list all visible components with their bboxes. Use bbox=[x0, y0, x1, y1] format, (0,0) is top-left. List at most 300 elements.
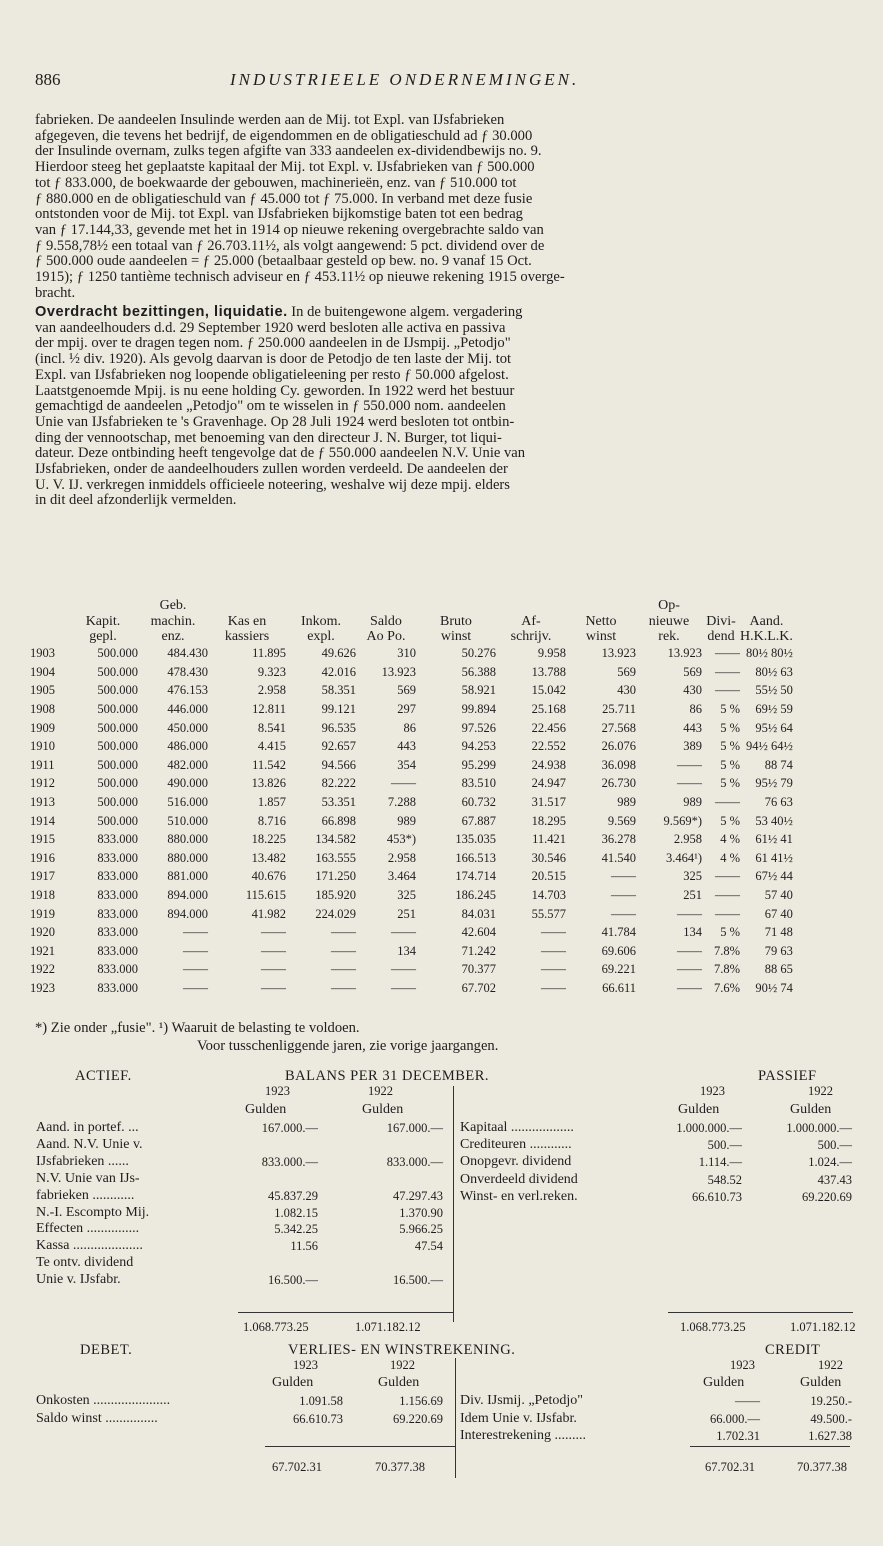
table-cell: 13.923 bbox=[601, 646, 636, 661]
table-cell: 8.541 bbox=[257, 720, 286, 735]
table-cell: 476.153 bbox=[167, 683, 208, 698]
table-row bbox=[30, 700, 793, 719]
table-row bbox=[30, 719, 793, 738]
column-header: gepl. bbox=[89, 629, 117, 644]
unit-header: Gulden bbox=[245, 1102, 287, 1117]
table-cell: 69.221 bbox=[601, 962, 636, 977]
table-cell: 833.000 bbox=[97, 980, 138, 995]
ledger-amount: 1.114.— bbox=[698, 1155, 742, 1170]
table-cell: 510.000 bbox=[167, 813, 208, 828]
ledger-label: Div. IJsmij. „Petodjo" bbox=[460, 1393, 584, 1408]
table-cell: 88 65 bbox=[764, 962, 793, 977]
year-header: 1923 bbox=[730, 1358, 755, 1372]
table-cell: 5 % bbox=[720, 925, 740, 940]
table-cell: 58.921 bbox=[461, 683, 496, 698]
column-header: Netto bbox=[585, 613, 617, 629]
text-line: 1915); ƒ 1250 tantième technisch adviseur en ƒ 453.11½ op nieuwe rekening 1915 overge- bbox=[35, 270, 565, 286]
table-cell: —— bbox=[715, 646, 740, 661]
year-cell: 1911 bbox=[30, 757, 55, 772]
table-cell: —— bbox=[391, 980, 416, 995]
ledger-label: Kapitaal .................. bbox=[460, 1120, 574, 1135]
table-cell: 2.958 bbox=[257, 683, 286, 698]
column-header bbox=[30, 629, 68, 645]
table-cell: —— bbox=[541, 925, 566, 940]
text-line: ontstonden voor de Mij. tot Expl. van IJsfabrieken bijkomstige baten tot een bedrag bbox=[35, 207, 523, 223]
table-cell: 500.000 bbox=[97, 720, 138, 735]
ledger-amount: 500.— bbox=[817, 1138, 852, 1153]
table-cell: 443 bbox=[683, 720, 702, 735]
year-header: 1923 bbox=[293, 1358, 318, 1372]
table-cell: 171.250 bbox=[315, 869, 356, 884]
table-cell: 185.920 bbox=[315, 888, 356, 903]
year-cell: 1923 bbox=[30, 980, 55, 995]
table-cell: —— bbox=[391, 925, 416, 940]
table-cell: 56.388 bbox=[461, 664, 496, 679]
table-row bbox=[30, 886, 793, 905]
table-cell: 174.714 bbox=[455, 869, 496, 884]
table-cell: 66.898 bbox=[321, 813, 356, 828]
column-header: winst bbox=[440, 629, 472, 644]
table-cell: 24.947 bbox=[531, 776, 566, 791]
table-cell: —— bbox=[611, 888, 636, 903]
table-cell: 3.464¹) bbox=[665, 850, 702, 865]
table-row bbox=[30, 737, 793, 756]
ledger-amount: 69.220.69 bbox=[393, 1411, 443, 1426]
text-line: der Insulinde overnam, zulks tegen afgifte van 333 aandeelen ex-dividendbewijs no. 9. bbox=[35, 144, 542, 160]
text-line: tot ƒ 833.000, de boekwaarde der gebouwen, machinerieën, enz. van ƒ 510.000 tot bbox=[35, 175, 517, 191]
table-cell: 4 % bbox=[720, 832, 740, 847]
table-cell: 5 % bbox=[720, 739, 740, 754]
column-header: Divi- bbox=[706, 613, 736, 629]
ledger-amount: 45.837.29 bbox=[268, 1188, 318, 1203]
paragraph-fusie bbox=[35, 113, 875, 301]
balance-total: 1.071.182.12 bbox=[355, 1320, 421, 1334]
table-cell: 881.000 bbox=[167, 869, 208, 884]
ledger-label: Te ontv. dividend bbox=[36, 1255, 134, 1271]
table-cell: —— bbox=[715, 888, 740, 903]
year-cell: 1918 bbox=[30, 888, 55, 903]
table-cell: 67.702 bbox=[461, 980, 496, 995]
table-cell: 989 bbox=[617, 795, 636, 810]
table-cell: 69½ 59 bbox=[755, 702, 793, 717]
table-cell: 325 bbox=[683, 869, 702, 884]
table-cell: 18.295 bbox=[531, 813, 566, 828]
year-cell: 1919 bbox=[30, 906, 55, 921]
table-cell: 989 bbox=[397, 813, 416, 828]
ledger-amount: 548.52 bbox=[707, 1172, 742, 1187]
page-number: 886 bbox=[35, 70, 61, 89]
pl-total-rule bbox=[690, 1446, 850, 1447]
ledger-label: Aand. N.V. Unie v. bbox=[36, 1136, 143, 1152]
ledger-label: fabrieken ............ bbox=[36, 1187, 135, 1203]
table-cell: 569 bbox=[617, 664, 636, 679]
unit-header: Gulden bbox=[378, 1375, 420, 1390]
table-cell: 354 bbox=[397, 757, 416, 772]
column-header: Kapit. bbox=[85, 613, 121, 629]
year-cell: 1921 bbox=[30, 943, 55, 958]
column-header bbox=[30, 598, 68, 614]
table-cell: 5 % bbox=[720, 813, 740, 828]
table-cell: 67½ 44 bbox=[755, 869, 793, 884]
table-cell: —— bbox=[677, 776, 702, 791]
table-cell: 99.121 bbox=[321, 702, 356, 717]
table-cell: 86 bbox=[689, 702, 702, 717]
table-cell: 31.517 bbox=[531, 795, 566, 810]
year-header: 1922 bbox=[368, 1084, 393, 1098]
year-cell: 1920 bbox=[30, 925, 55, 940]
table-cell: 478.430 bbox=[167, 664, 208, 679]
column-header: schrijv. bbox=[510, 629, 552, 644]
column-header: dend bbox=[707, 629, 735, 644]
table-row bbox=[30, 812, 793, 831]
table-cell: 94.253 bbox=[461, 739, 496, 754]
table-cell: 486.000 bbox=[167, 739, 208, 754]
balance-divider bbox=[453, 1086, 454, 1322]
pl-total: 70.377.38 bbox=[375, 1460, 425, 1474]
ledger-amount: 167.000.— bbox=[386, 1121, 443, 1135]
column-header bbox=[566, 598, 636, 614]
table-row bbox=[30, 793, 793, 812]
text-line: Laatstgenoemde Mpij. is nu eene holding Cy. geworden. In 1922 werd het bestuur bbox=[35, 383, 515, 399]
table-cell: 12.811 bbox=[252, 702, 286, 717]
year-cell: 1903 bbox=[30, 646, 55, 661]
table-cell: 5 % bbox=[720, 720, 740, 735]
ledger-amount: 66.610.73 bbox=[293, 1411, 343, 1426]
table-cell: —— bbox=[261, 943, 286, 958]
unit-header: Gulden bbox=[362, 1102, 404, 1117]
text-line: U. V. IJ. verkregen inmiddels officieele noteering, weshalve wij deze mpij. elders bbox=[35, 477, 510, 493]
pl-divider bbox=[455, 1358, 456, 1478]
table-cell: 95½ 79 bbox=[755, 776, 793, 791]
table-cell: —— bbox=[715, 683, 740, 698]
table-row bbox=[30, 868, 793, 887]
table-cell: 25.168 bbox=[531, 702, 566, 717]
table-cell: —— bbox=[611, 869, 636, 884]
table-cell: 500.000 bbox=[97, 795, 138, 810]
passief-heading: PASSIEF bbox=[758, 1068, 817, 1084]
table-cell: 251 bbox=[397, 906, 416, 921]
table-cell: —— bbox=[541, 980, 566, 995]
balance-total-rule bbox=[238, 1312, 453, 1313]
table-cell: 42.016 bbox=[321, 664, 356, 679]
text-line: (incl. ½ div. 1920). Als gevolg daarvan is door de Petodjo de ten laste der Mij. tot bbox=[35, 352, 512, 368]
year-cell: 1910 bbox=[30, 739, 55, 754]
pl-total-rule bbox=[265, 1446, 455, 1447]
year-cell: 1922 bbox=[30, 962, 55, 977]
ledger-amount: —— bbox=[735, 1394, 760, 1408]
ledger-amount: 437.43 bbox=[817, 1172, 852, 1187]
table-cell: 94½ 64½ bbox=[746, 739, 793, 754]
ledger-label: Onkosten ...................... bbox=[36, 1393, 171, 1408]
table-row bbox=[30, 775, 793, 794]
unit-header: Gulden bbox=[800, 1375, 842, 1390]
table-cell: 55½ 50 bbox=[755, 683, 793, 698]
year-header: 1922 bbox=[808, 1084, 833, 1098]
table-cell: 26.730 bbox=[601, 776, 636, 791]
unit-header: Gulden bbox=[678, 1102, 720, 1117]
year-cell: 1915 bbox=[30, 832, 55, 847]
table-cell: —— bbox=[677, 906, 702, 921]
ledger-amount: 1.000.000.— bbox=[786, 1121, 852, 1135]
table-cell: 11.542 bbox=[252, 757, 286, 772]
table-cell: 894.000 bbox=[167, 906, 208, 921]
table-cell: 135.035 bbox=[455, 832, 496, 847]
table-cell: 13.923 bbox=[667, 646, 702, 661]
table-cell: 4 % bbox=[720, 850, 740, 865]
ledger-amount: 16.500.— bbox=[268, 1273, 318, 1288]
table-cell: 41.784 bbox=[601, 925, 636, 940]
text-line: Hierdoor steeg het geplaatste kapitaal der Mij. tot Expl. v. IJsfabrieken van ƒ 500.000 bbox=[35, 160, 535, 176]
ledger-label: Onopgevr. dividend bbox=[460, 1154, 572, 1170]
table-cell: —— bbox=[391, 962, 416, 977]
table-cell: 86 bbox=[403, 720, 416, 735]
year-cell: 1916 bbox=[30, 850, 55, 865]
table-cell: 36.098 bbox=[601, 757, 636, 772]
balance-total: 1.068.773.25 bbox=[680, 1320, 746, 1334]
table-cell: 82.222 bbox=[321, 776, 356, 791]
table-cell: —— bbox=[715, 869, 740, 884]
ledger-amount: 5.342.25 bbox=[274, 1222, 318, 1237]
column-header: Kas en bbox=[227, 613, 267, 629]
table-cell: 833.000 bbox=[97, 850, 138, 865]
table-cell: 833.000 bbox=[97, 832, 138, 847]
table-cell: 99.894 bbox=[461, 702, 496, 717]
table-cell: 55.577 bbox=[531, 906, 566, 921]
table-cell: 833.000 bbox=[97, 906, 138, 921]
year-header: 1923 bbox=[265, 1084, 290, 1098]
table-cell: 67 40 bbox=[764, 906, 793, 921]
text-line: fabrieken. De aandeelen Insulinde werden aan de Mij. tot Expl. van IJsfabrieken bbox=[35, 113, 505, 128]
table-row bbox=[30, 979, 793, 998]
section-lead: Overdracht bezittingen, liquidatie. bbox=[35, 305, 288, 320]
table-cell: 76 63 bbox=[764, 795, 793, 810]
table-cell: —— bbox=[677, 980, 702, 995]
year-header: 1922 bbox=[818, 1358, 843, 1372]
column-header bbox=[208, 598, 286, 614]
table-cell: —— bbox=[611, 906, 636, 921]
table-cell: 1.857 bbox=[257, 795, 286, 810]
text-line: Unie van IJsfabrieken te 's Gravenhage. Op 28 Juli 1924 werd besloten tot ontbin- bbox=[35, 414, 515, 430]
table-cell: 22.552 bbox=[531, 739, 566, 754]
year-header: 1923 bbox=[700, 1084, 725, 1098]
table-cell: 97.526 bbox=[461, 720, 496, 735]
ledger-amount: 1.000.000.— bbox=[676, 1121, 742, 1135]
table-cell: 13.923 bbox=[381, 664, 416, 679]
table-cell: 880.000 bbox=[167, 850, 208, 865]
column-header: Geb. bbox=[159, 598, 187, 613]
table-cell: —— bbox=[331, 980, 356, 995]
table-cell: 60.732 bbox=[461, 795, 496, 810]
text-line: afgegeven, die tevens het bedrijf, de eigendommen en de obligatieschuld ad ƒ 30.000 bbox=[35, 128, 533, 144]
table-cell: 20.515 bbox=[531, 869, 566, 884]
table-cell: 297 bbox=[397, 702, 416, 717]
table-cell: 92.657 bbox=[321, 739, 356, 754]
text-line: ƒ 880.000 en de obligatieschuld van ƒ 45.000 tot ƒ 75.000. In verband met deze fusie bbox=[35, 191, 533, 207]
ledger-amount: 11.56 bbox=[290, 1239, 318, 1254]
column-header: H.K.L.K. bbox=[740, 629, 793, 644]
table-cell: 27.568 bbox=[601, 720, 636, 735]
table-cell: —— bbox=[261, 980, 286, 995]
table-cell: 83.510 bbox=[461, 776, 496, 791]
financial-table bbox=[30, 598, 793, 998]
table-cell: 7.6% bbox=[713, 980, 740, 995]
column-header bbox=[702, 598, 740, 614]
table-cell: 42.604 bbox=[461, 925, 496, 940]
column-header: rek. bbox=[658, 629, 680, 644]
table-cell: 26.076 bbox=[601, 739, 636, 754]
table-cell: 13.788 bbox=[531, 664, 566, 679]
ledger-amount: 5.966.25 bbox=[399, 1222, 443, 1237]
table-cell: 450.000 bbox=[167, 720, 208, 735]
table-cell: 516.000 bbox=[167, 795, 208, 810]
table-cell: 500.000 bbox=[97, 646, 138, 661]
text-line: IJsfabrieken, onder de aandeelhouders zullen worden verdeeld. De aandeelen der bbox=[35, 462, 508, 478]
table-cell: —— bbox=[183, 962, 208, 977]
table-cell: 430 bbox=[683, 683, 702, 698]
table-cell: 134 bbox=[397, 943, 416, 958]
table-cell: 453*) bbox=[386, 832, 416, 847]
ledger-amount: 1.091.58 bbox=[299, 1394, 343, 1408]
table-row bbox=[30, 663, 793, 682]
table-cell: —— bbox=[261, 925, 286, 940]
year-cell: 1909 bbox=[30, 720, 55, 735]
ledger-label: Winst- en verl.reken. bbox=[460, 1188, 578, 1204]
column-header: enz. bbox=[161, 629, 185, 644]
text-line bbox=[35, 305, 875, 321]
table-cell: —— bbox=[331, 943, 356, 958]
table-cell: 8.716 bbox=[257, 813, 286, 828]
table-cell: 2.958 bbox=[673, 832, 702, 847]
ledger-amount: 47.54 bbox=[414, 1239, 443, 1254]
pl-total: 67.702.31 bbox=[705, 1460, 755, 1474]
text-line: ding der vennootschap, met benoeming van den directeur J. N. Burger, tot liqui- bbox=[35, 430, 502, 446]
table-cell: 500.000 bbox=[97, 683, 138, 698]
text-line: der mpij. over te dragen tegen nom. ƒ 250.000 aandeelen in de IJsmpij. „Petodjo" bbox=[35, 336, 511, 352]
ledger-amount: 49.500.- bbox=[810, 1411, 852, 1426]
ledger-label: Effecten ............... bbox=[36, 1221, 140, 1237]
ledger-amount: 500.— bbox=[707, 1138, 742, 1153]
table-cell: 9.323 bbox=[257, 664, 286, 679]
pl-total: 70.377.38 bbox=[797, 1460, 847, 1474]
table-cell: 500.000 bbox=[97, 776, 138, 791]
table-row bbox=[30, 942, 793, 961]
table-cell: —— bbox=[331, 925, 356, 940]
year-cell: 1905 bbox=[30, 683, 55, 698]
ledger-label: N.-I. Escompto Mij. bbox=[36, 1204, 150, 1220]
table-cell: 53.351 bbox=[321, 795, 356, 810]
footnote-fusie: *) Zie onder „fusie". ¹) Waaruit de belasting te voldoen. bbox=[35, 1020, 360, 1036]
ledger-label: Kassa .................... bbox=[36, 1238, 143, 1254]
table-cell: 24.938 bbox=[531, 757, 566, 772]
text-line: bracht. bbox=[35, 285, 76, 301]
text-line: in dit deel afzonderlijk vermelden. bbox=[35, 493, 237, 509]
table-cell: 310 bbox=[397, 646, 416, 661]
table-cell: —— bbox=[183, 925, 208, 940]
table-cell: 500.000 bbox=[97, 739, 138, 754]
table-cell: 88 74 bbox=[764, 757, 793, 772]
pl-title: VERLIES- EN WINSTREKENING. bbox=[288, 1342, 516, 1358]
table-cell: 40.676 bbox=[251, 869, 286, 884]
text-line: van aandeelhouders d.d. 29 September 1920 werd besloten alle activa en passiva bbox=[35, 320, 506, 336]
balance-total: 1.068.773.25 bbox=[243, 1320, 309, 1334]
column-header: nieuwe bbox=[648, 613, 690, 629]
unit-header: Gulden bbox=[703, 1375, 745, 1390]
table-cell: 90½ 74 bbox=[755, 980, 793, 995]
table-row bbox=[30, 645, 793, 664]
table-cell: 833.000 bbox=[97, 888, 138, 903]
table-cell: 569 bbox=[683, 664, 702, 679]
table-cell: 3.464 bbox=[387, 869, 416, 884]
ledger-amount: 66.610.73 bbox=[692, 1189, 742, 1204]
unit-header: Gulden bbox=[790, 1102, 832, 1117]
table-cell: 9.958 bbox=[537, 646, 566, 661]
year-cell: 1914 bbox=[30, 813, 55, 828]
table-cell: 482.000 bbox=[167, 757, 208, 772]
table-cell: 61 41½ bbox=[755, 850, 793, 865]
table-cell: —— bbox=[331, 962, 356, 977]
table-cell: 833.000 bbox=[97, 869, 138, 884]
year-cell: 1908 bbox=[30, 702, 55, 717]
table-cell: 224.029 bbox=[315, 906, 356, 921]
ledger-amount: 1.024.— bbox=[808, 1155, 852, 1170]
table-cell: 490.000 bbox=[167, 776, 208, 791]
table-row bbox=[30, 905, 793, 924]
table-row bbox=[30, 849, 793, 868]
ledger-label: Unie v. IJsfabr. bbox=[36, 1272, 121, 1288]
table-cell: 30.546 bbox=[531, 850, 566, 865]
column-header: Bruto bbox=[440, 613, 472, 629]
text-line: gemachtigd de aandeelen „Petodjo" om te wisselen in ƒ 550.000 nom. aandeelen bbox=[35, 399, 506, 415]
table-cell: 14.703 bbox=[531, 888, 566, 903]
table-cell: 80½ 80½ bbox=[746, 646, 793, 661]
table-cell: —— bbox=[541, 962, 566, 977]
ledger-amount: 833.000.— bbox=[261, 1154, 318, 1169]
column-header: Af- bbox=[521, 613, 541, 629]
unit-header: Gulden bbox=[272, 1375, 314, 1390]
table-cell: 389 bbox=[683, 739, 702, 754]
text-line: Expl. van IJsfabrieken nog loopende obligatieleening per resto ƒ 50.000 afgelost. bbox=[35, 367, 509, 383]
table-row bbox=[30, 923, 793, 942]
column-header bbox=[356, 598, 416, 614]
balance-total: 1.071.182.12 bbox=[790, 1320, 856, 1334]
table-cell: 500.000 bbox=[97, 702, 138, 717]
table-cell: 446.000 bbox=[167, 702, 208, 717]
table-cell: —— bbox=[261, 962, 286, 977]
table-cell: 53 40½ bbox=[755, 813, 793, 828]
table-cell: 36.278 bbox=[601, 832, 636, 847]
column-header: kassiers bbox=[224, 629, 270, 644]
balance-total-rule bbox=[668, 1312, 853, 1313]
table-cell: 500.000 bbox=[97, 813, 138, 828]
table-cell: 7.8% bbox=[713, 943, 740, 958]
ledger-amount: 1.370.90 bbox=[399, 1205, 443, 1220]
table-cell: 186.245 bbox=[455, 888, 496, 903]
pl-total: 67.702.31 bbox=[272, 1460, 322, 1474]
ledger-label: Idem Unie v. IJsfabr. bbox=[460, 1410, 577, 1426]
table-row bbox=[30, 830, 793, 849]
column-header: expl. bbox=[307, 629, 335, 644]
table-cell: 833.000 bbox=[97, 925, 138, 940]
table-cell: 96.535 bbox=[321, 720, 356, 735]
year-cell: 1913 bbox=[30, 795, 55, 810]
text-line: dateur. Deze ontbinding heeft tengevolge dat de ƒ 550.000 aandeelen N.V. Unie van bbox=[35, 446, 526, 462]
table-cell: 50.276 bbox=[461, 646, 496, 661]
table-cell: 500.000 bbox=[97, 757, 138, 772]
table-cell: —— bbox=[541, 943, 566, 958]
table-cell: 95½ 64 bbox=[755, 720, 793, 735]
table-row bbox=[30, 756, 793, 775]
column-header: Op- bbox=[658, 598, 680, 613]
